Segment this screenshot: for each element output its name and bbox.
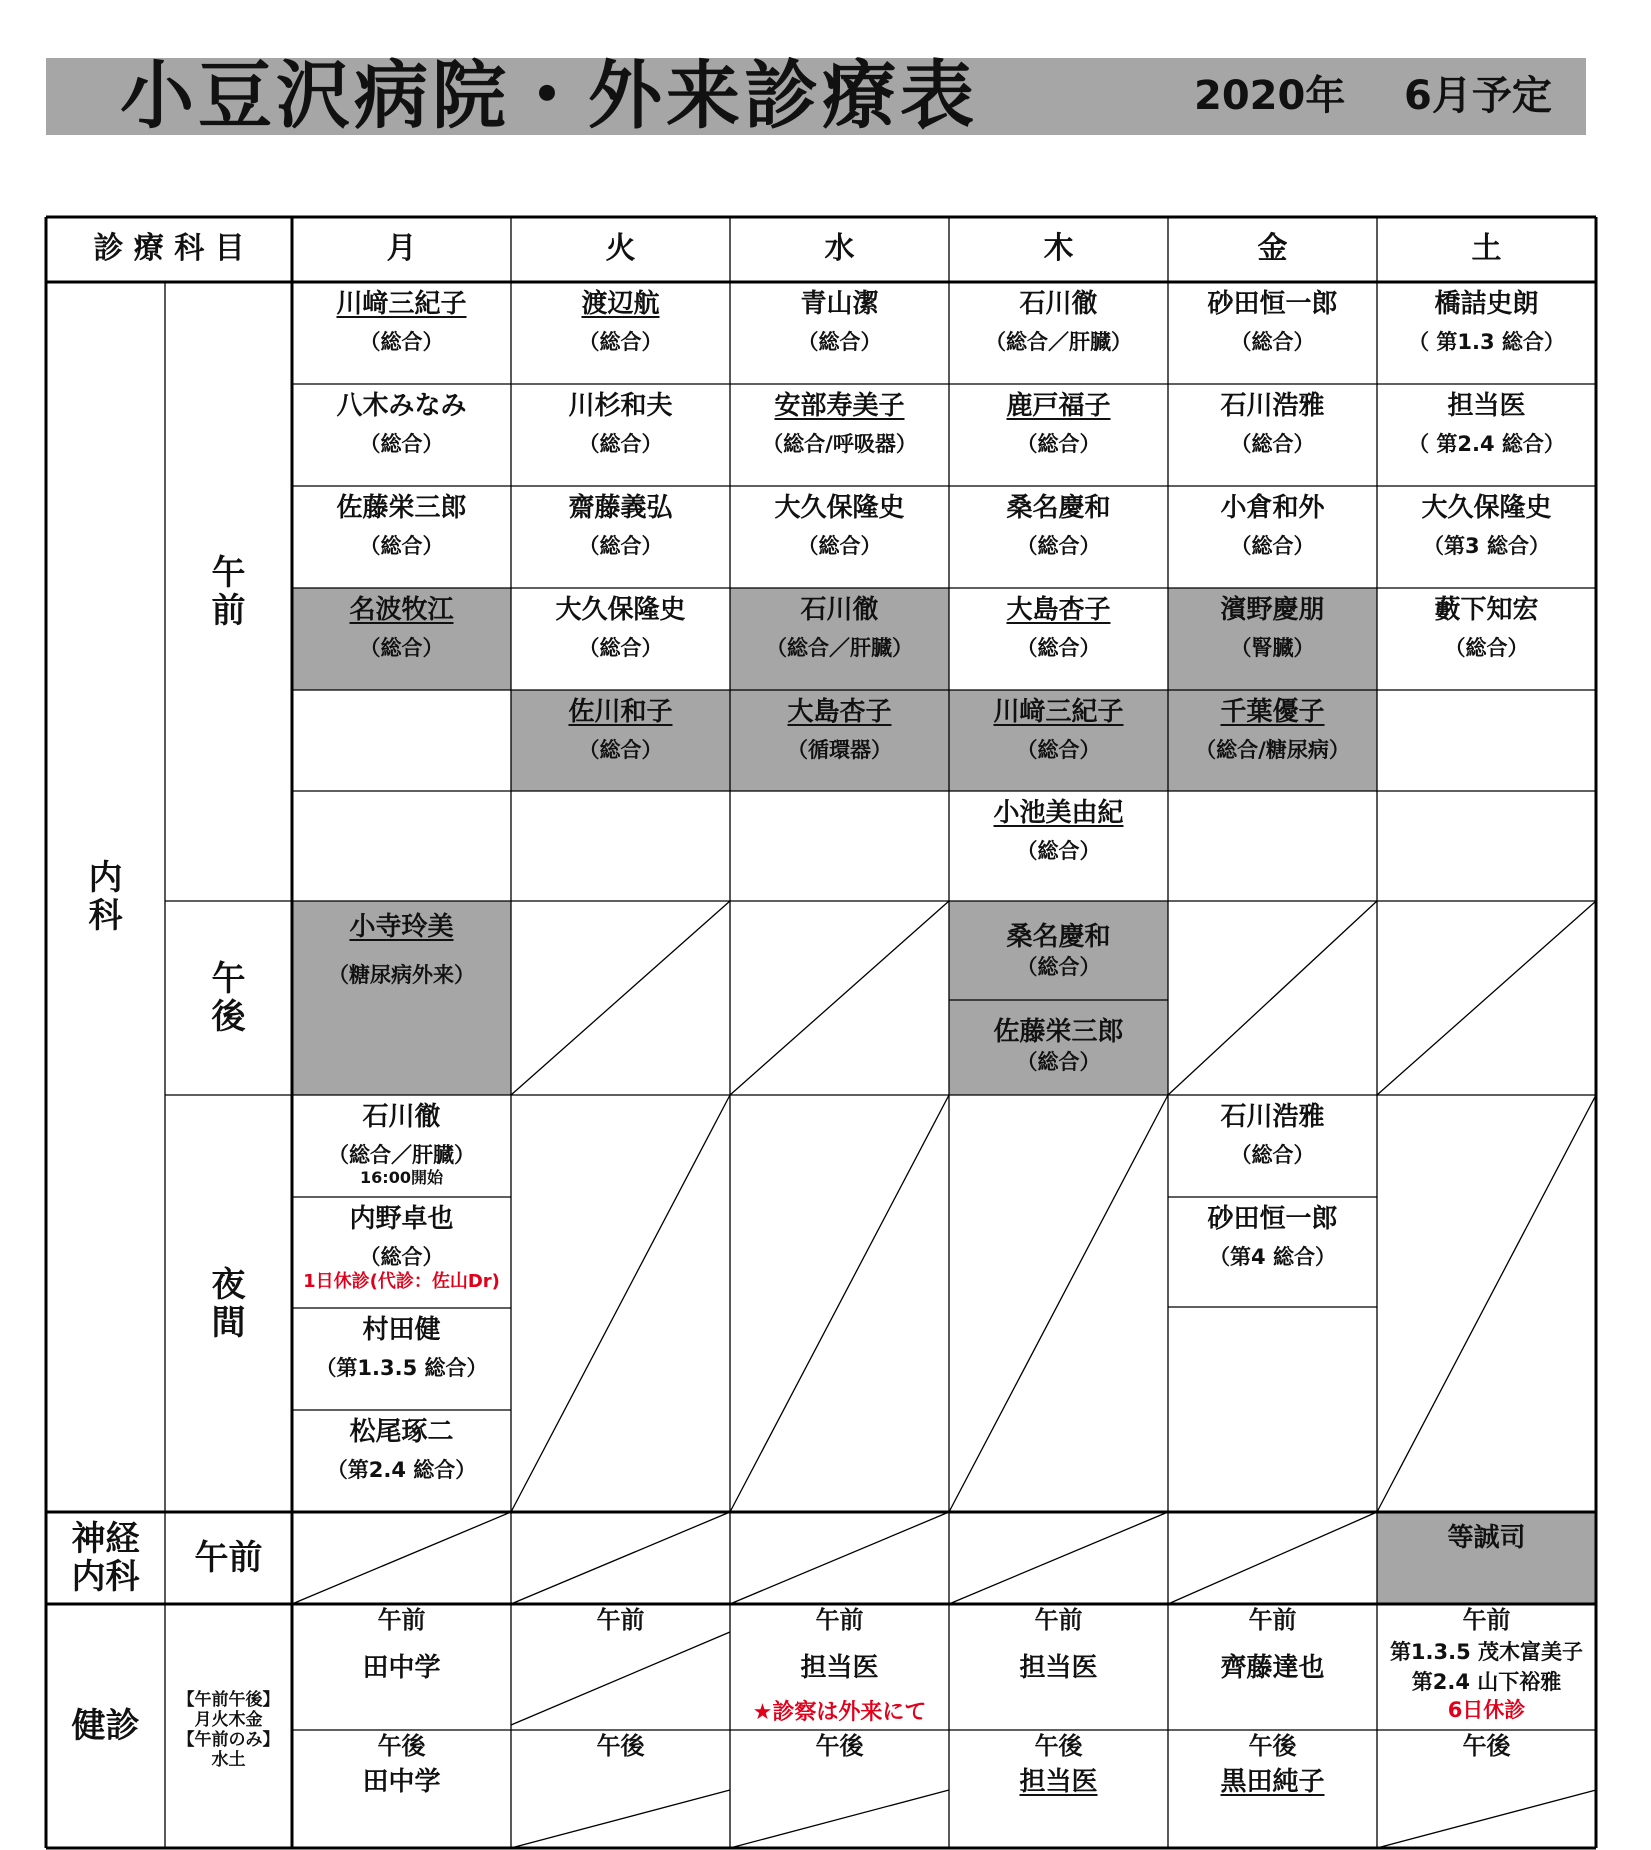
doctor-name: 八木みなみ: [336, 391, 467, 421]
doctor-cell: [1168, 594, 1377, 690]
doctor-cell: [511, 594, 730, 690]
doctor-cell: [730, 492, 949, 588]
wed-note: ★診察は外来にて: [752, 1700, 927, 1725]
dept-shinkei: 神経 内科: [71, 1519, 140, 1597]
doctor-specialty: （総合）: [797, 534, 882, 558]
kenshin-note-line: 月火木金: [194, 1710, 263, 1730]
diagonal-line: [292, 1512, 511, 1604]
doctor-cell: [1377, 1522, 1596, 1582]
doctor-cell: [1168, 390, 1377, 486]
doctor-cell: [292, 594, 511, 690]
doctor-specialty: （第3 総合）: [1423, 534, 1550, 558]
doctor-cell: [730, 594, 949, 690]
doctor-name: 大久保隆史: [555, 595, 686, 625]
kenshin-am-label: [1377, 1606, 1596, 1636]
doctor-cell: [1168, 492, 1377, 588]
doctor-name: 担当医: [1019, 1767, 1098, 1797]
header-day: 金: [1257, 231, 1288, 266]
kenshin-doctor: [949, 1766, 1168, 1806]
kenshin-doctor: [1168, 1652, 1377, 1692]
kenshin-am-label: [730, 1606, 949, 1636]
diagonal-line: [511, 1790, 730, 1848]
session-pm: 午 後: [211, 959, 246, 1037]
doctor-name: 川﨑三紀子: [336, 289, 467, 319]
doctor-cell: [292, 492, 511, 588]
doctor-specialty: （総合）: [1444, 636, 1529, 660]
kenshin-am-label: [292, 1606, 511, 1636]
doctor-specialty: （総合）: [578, 330, 663, 354]
doctor-cell: [949, 696, 1168, 791]
doctor-name: 石川徹: [800, 595, 879, 625]
pm-label: 午後: [1034, 1732, 1083, 1760]
doctor-name: 青山潔: [800, 289, 879, 319]
doctor-specialty: （総合）: [359, 1245, 444, 1269]
kenshin-doctor: [292, 1766, 511, 1806]
doctor-specialty: （第4 総合）: [1209, 1245, 1336, 1269]
doctor-specialty: （総合）: [359, 330, 444, 354]
kenshin-doctor: [949, 1652, 1168, 1692]
doctor-specialty: （総合）: [1230, 534, 1315, 558]
doctor-name: 大久保隆史: [1421, 493, 1552, 523]
doctor-cell: [1377, 594, 1596, 690]
doctor-specialty: （総合／肝臓）: [328, 1143, 475, 1167]
kenshin-note: [165, 1690, 292, 1790]
page-title: 小豆沢病院・外来診療表: [120, 53, 978, 139]
kenshin-am-label: [1168, 1606, 1377, 1636]
doctor-specialty: （総合）: [797, 330, 882, 354]
diagonal-line: [730, 1095, 949, 1512]
doctor-specialty: （総合）: [578, 636, 663, 660]
title-year: 2020年: [1194, 73, 1346, 119]
kenshin-note-line: 水土: [211, 1750, 246, 1770]
doctor-name: 橋詰史朗: [1434, 289, 1539, 319]
diagonal-line: [1168, 1512, 1377, 1604]
doctor-name: 藪下知宏: [1434, 595, 1539, 625]
diagonal-line: [511, 1095, 730, 1512]
doctor-specialty: （総合）: [359, 636, 444, 660]
doctor-name: 石川浩雅: [1220, 1102, 1325, 1132]
session-shinkei-am: 午前: [194, 1538, 263, 1578]
pm-label: 午後: [815, 1732, 864, 1760]
doctor-cell: [292, 1203, 511, 1314]
kenshin-note-line: 【午前午後】: [177, 1690, 280, 1710]
doctor-name: 田中学: [362, 1767, 441, 1797]
doctor-name: 渡辺航: [581, 289, 660, 319]
doctor-cell: [1377, 390, 1596, 486]
doctor-cell: [1168, 1203, 1377, 1303]
doctor-specialty: （総合）: [1230, 1143, 1315, 1167]
doctor-name: 濱野慶朋: [1220, 595, 1325, 625]
diagonal-line: [1377, 1095, 1596, 1512]
pm-label: 午後: [596, 1732, 645, 1760]
doctor-cell: [949, 390, 1168, 486]
doctor-name: 川﨑三紀子: [993, 697, 1124, 727]
closure-note: 1日休診(代診：佐山Dr): [303, 1271, 500, 1292]
am-label: 午前: [1034, 1606, 1083, 1634]
doctor-name: 千葉優子: [1220, 697, 1325, 727]
am-label: 午前: [1248, 1606, 1297, 1634]
doctor-name: 等誠司: [1447, 1523, 1526, 1553]
diagonal-line: [949, 1095, 1168, 1512]
doctor-cell: [1377, 492, 1596, 588]
doctor-specialty: （総合）: [359, 432, 444, 456]
diagonal-line: [511, 901, 730, 1095]
am-label: 午前: [596, 1606, 645, 1634]
doctor-name: 大島杏子: [787, 697, 892, 727]
doctor-cell: [292, 1101, 511, 1203]
header-dept: 診 療 科 目: [93, 231, 245, 266]
kenshin-pm-label: [949, 1732, 1168, 1762]
doctor-specialty: （循環器）: [787, 738, 892, 762]
doctor-name: 佐藤栄三郎: [993, 1017, 1124, 1047]
header-day: 月: [386, 231, 417, 266]
doctor-name: 石川徹: [362, 1102, 441, 1132]
doctor-name: 川杉和夫: [568, 391, 673, 421]
doctor-name: 田中学: [362, 1653, 441, 1683]
header-day: 火: [605, 231, 636, 266]
kenshin-doctor: [730, 1652, 949, 1692]
kenshin-pm-label: [511, 1732, 730, 1762]
pm-label: 午後: [1248, 1732, 1297, 1760]
doctor-cell: [511, 492, 730, 588]
doctor-specialty: （総合）: [578, 534, 663, 558]
doctor-cell: [730, 288, 949, 384]
diagonal-line: [730, 1512, 949, 1604]
doctor-specialty: （総合／肝臓）: [766, 636, 913, 660]
kenshin-wed-note: [730, 1699, 949, 1727]
doctor-cell: [949, 288, 1168, 384]
doctor-cell: [1168, 1101, 1377, 1201]
doctor-cell: [292, 1416, 511, 1518]
header-day: 土: [1471, 231, 1502, 266]
doctor-name: 小倉和外: [1220, 493, 1325, 523]
doctor-specialty: （総合）: [1016, 839, 1101, 863]
kenshin-pm-label: [292, 1732, 511, 1762]
doctor-name: 桑名慶和: [1006, 922, 1111, 952]
kenshin-sat-am: [1377, 1638, 1596, 1728]
diagonal-line: [730, 901, 949, 1095]
doctor-name: 担当医: [1447, 391, 1526, 421]
doctor-specialty: （総合/糖尿病）: [1195, 738, 1350, 762]
doctor-name: 砂田恒一郎: [1207, 1204, 1338, 1234]
doctor-name: 村田健: [362, 1315, 441, 1345]
sat-line: 第2.4 山下裕雅: [1411, 1670, 1562, 1694]
doctor-specialty: （第1.3.5 総合）: [315, 1356, 488, 1380]
session-night: 夜 間: [211, 1264, 246, 1343]
doctor-cell: [511, 288, 730, 384]
kenshin-note-line: 【午前のみ】: [177, 1730, 280, 1750]
doctor-cell: [1168, 288, 1377, 384]
doctor-cell: [1377, 288, 1596, 384]
diagonal-line: [1377, 1790, 1596, 1848]
doctor-specialty: （総合）: [1016, 955, 1101, 979]
doctor-specialty: （腎臓）: [1230, 636, 1315, 660]
doctor-cell: [292, 288, 511, 384]
session-am: 午 前: [211, 552, 246, 631]
doctor-cell: [949, 797, 1168, 901]
kenshin-doctor: [292, 1652, 511, 1692]
sat-line: 第1.3.5 茂木富美子: [1389, 1640, 1584, 1664]
doctor-name: 安部寿美子: [774, 391, 905, 421]
title-month: 6月予定: [1404, 73, 1552, 119]
am-label: 午前: [1462, 1606, 1511, 1634]
doctor-name: 小池美由紀: [993, 798, 1124, 828]
doctor-name: 大久保隆史: [774, 493, 905, 523]
doctor-name: 桑名慶和: [1006, 493, 1111, 523]
doctor-cell: [292, 1314, 511, 1416]
dept-kenshin: 健診: [71, 1706, 140, 1746]
diagonal-line: [949, 1512, 1168, 1604]
doctor-name: 大島杏子: [1006, 595, 1111, 625]
doctor-cell: [511, 390, 730, 486]
am-label: 午前: [377, 1606, 426, 1634]
doctor-cell: [730, 696, 949, 791]
header-day: 水: [824, 231, 855, 266]
doctor-specialty: （ 第2.4 総合）: [1408, 432, 1565, 456]
doctor-name: 石川浩雅: [1220, 391, 1325, 421]
diagonal-line: [511, 1512, 730, 1604]
kenshin-pm-label: [1377, 1732, 1596, 1762]
doctor-cell: [1168, 696, 1377, 791]
doctor-cell: [292, 911, 511, 1031]
doctor-cell: [292, 390, 511, 486]
doctor-name: 松尾琢二: [349, 1417, 454, 1447]
doctor-specialty: （総合）: [1016, 738, 1101, 762]
kenshin-am-label: [949, 1606, 1168, 1636]
doctor-specialty: （ 第1.3 総合）: [1408, 330, 1565, 354]
doctor-specialty: （総合）: [1016, 636, 1101, 660]
doctor-cell: [949, 1016, 1168, 1086]
doctor-specialty: （総合）: [1016, 432, 1101, 456]
pm-label: 午後: [377, 1732, 426, 1760]
doctor-specialty: （総合）: [1230, 432, 1315, 456]
doctor-specialty: （総合／肝臓）: [985, 330, 1132, 354]
diagonal-line: [1168, 901, 1377, 1095]
doctor-name: 石川徹: [1019, 289, 1098, 319]
header-day: 木: [1043, 231, 1074, 266]
dept-naika: 内 科: [88, 858, 123, 936]
doctor-name: 鹿戸福子: [1006, 391, 1111, 421]
doctor-name: 担当医: [1019, 1653, 1098, 1683]
kenshin-pm-label: [730, 1732, 949, 1762]
doctor-name: 齋藤義弘: [568, 493, 673, 523]
doctor-specialty: （総合）: [1016, 534, 1101, 558]
sat-closure: 6日休診: [1447, 1698, 1526, 1722]
doctor-name: 名波牧江: [349, 595, 454, 625]
kenshin-am-label: [511, 1606, 730, 1636]
doctor-specialty: （総合）: [1016, 1050, 1101, 1074]
doctor-specialty: （総合）: [359, 534, 444, 558]
am-label: 午前: [815, 1606, 864, 1634]
doctor-specialty: （総合/呼吸器）: [762, 432, 917, 456]
doctor-name: 佐藤栄三郎: [336, 493, 467, 523]
diagonal-line: [511, 1632, 730, 1725]
doctor-specialty: （総合）: [578, 738, 663, 762]
kenshin-pm-label: [1168, 1732, 1377, 1762]
doctor-name: 砂田恒一郎: [1207, 289, 1338, 319]
doctor-name: 佐川和子: [568, 697, 673, 727]
doctor-specialty: （糖尿病外来）: [328, 963, 475, 987]
pm-label: 午後: [1462, 1732, 1511, 1760]
doctor-specialty: （総合）: [1230, 330, 1315, 354]
doctor-cell: [949, 492, 1168, 588]
doctor-name: 齊藤達也: [1220, 1653, 1325, 1683]
doctor-name: 担当医: [800, 1653, 879, 1683]
doctor-cell: [949, 921, 1168, 991]
doctor-name: 黒田純子: [1220, 1767, 1325, 1797]
doctor-specialty: （第2.4 総合）: [326, 1458, 477, 1482]
doctor-specialty: （総合）: [578, 432, 663, 456]
start-time: 16:00開始: [360, 1168, 443, 1187]
kenshin-doctor: [1168, 1766, 1377, 1806]
diagonal-line: [1377, 901, 1596, 1095]
doctor-cell: [949, 594, 1168, 690]
doctor-cell: [511, 696, 730, 791]
doctor-name: 小寺玲美: [349, 912, 454, 942]
doctor-name: 内野卓也: [349, 1204, 454, 1234]
doctor-cell: [730, 390, 949, 486]
diagonal-line: [730, 1790, 949, 1848]
